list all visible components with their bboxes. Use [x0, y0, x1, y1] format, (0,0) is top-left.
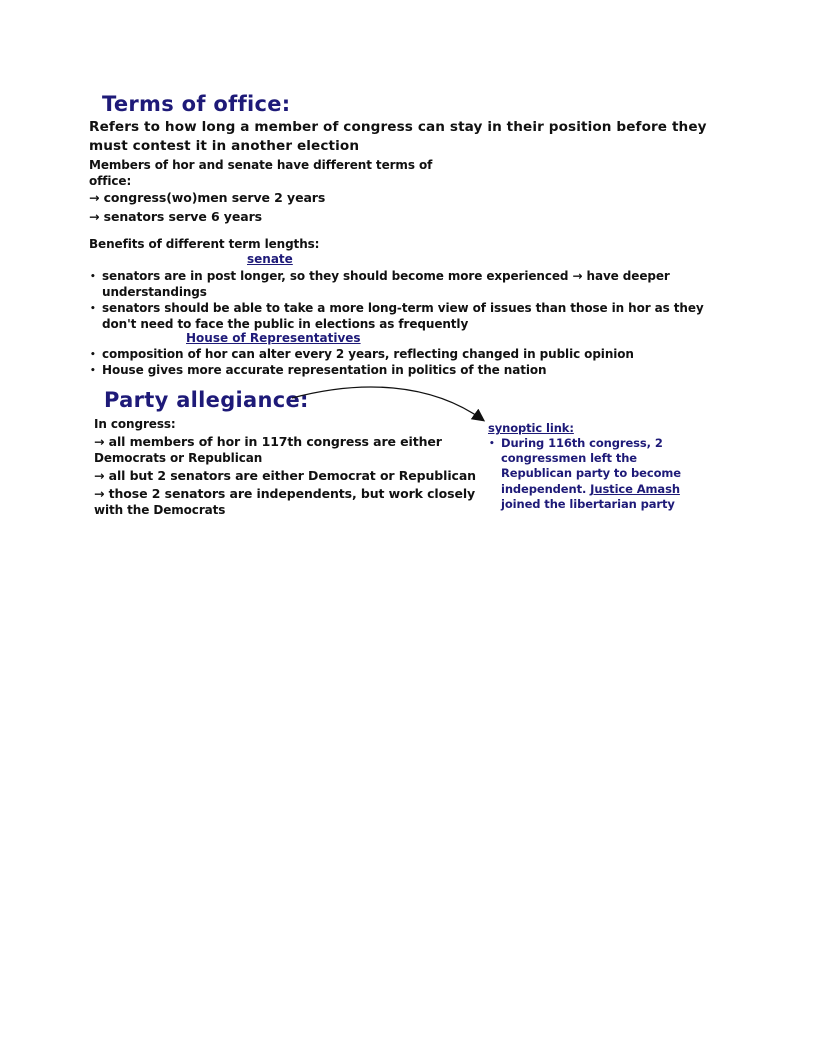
bullet-dot: • [489, 439, 495, 449]
senate-subheading: senate [247, 252, 293, 266]
terms-arrow-congress: → congress(wo)men serve 2 years [89, 190, 326, 205]
synoptic-line4 [501, 482, 680, 496]
terms-lead-line2: must contest it in another election [89, 138, 360, 154]
synoptic-line3: Republican party to become [501, 466, 681, 480]
terms-lead-line1: Refers to how long a member of congress can stay in their position before they [89, 119, 707, 135]
terms-arrow-senators: → senators serve 6 years [89, 209, 262, 224]
house-point-1: composition of hor can alter every 2 years, reflecting changed in public opinion [102, 347, 634, 361]
terms-intro-line1: Members of hor and senate have different terms of [89, 158, 433, 172]
benefits-label: Benefits of different term lengths: [89, 237, 320, 251]
synoptic-line4a: independent. [501, 482, 587, 496]
bullet-dot: • [90, 272, 96, 282]
terms-heading: Terms of office: [102, 92, 291, 116]
house-subheading: House of Representatives [186, 331, 361, 345]
senate-point-2-line1: senators should be able to take a more long-term view of issues than those in hor as they [102, 301, 704, 315]
synoptic-line5: joined the libertarian party [501, 497, 675, 511]
synoptic-title: synoptic link: [488, 421, 574, 435]
senate-point-1-line2: understandings [102, 285, 207, 299]
synoptic-justice-amash: Justice Amash [590, 482, 680, 496]
party-heading: Party allegiance: [104, 388, 309, 412]
party-line1b: Democrats or Republican [94, 451, 263, 465]
party-line3b: with the Democrats [94, 503, 226, 517]
house-point-2: House gives more accurate representation in politics of the nation [102, 363, 547, 377]
bullet-dot: • [90, 350, 96, 360]
party-line1a: → all members of hor in 117th congress are either [94, 434, 442, 449]
senate-point-1-line1: senators are in post longer, so they should become more experienced → have deeper [102, 269, 670, 283]
synoptic-line2: congressmen left the [501, 451, 638, 465]
terms-intro-line2: office: [89, 174, 132, 188]
bullet-dot: • [90, 366, 96, 376]
bullet-dot: • [90, 304, 96, 314]
synoptic-line1: During 116th congress, 2 [501, 436, 663, 450]
party-line2: → all but 2 senators are either Democrat or Republican [94, 468, 476, 483]
senate-point-2-line2: don't need to face the public in elections as frequently [102, 317, 469, 331]
party-line3a: → those 2 senators are independents, but work closely [94, 486, 476, 501]
party-intro: In congress: [94, 417, 176, 431]
